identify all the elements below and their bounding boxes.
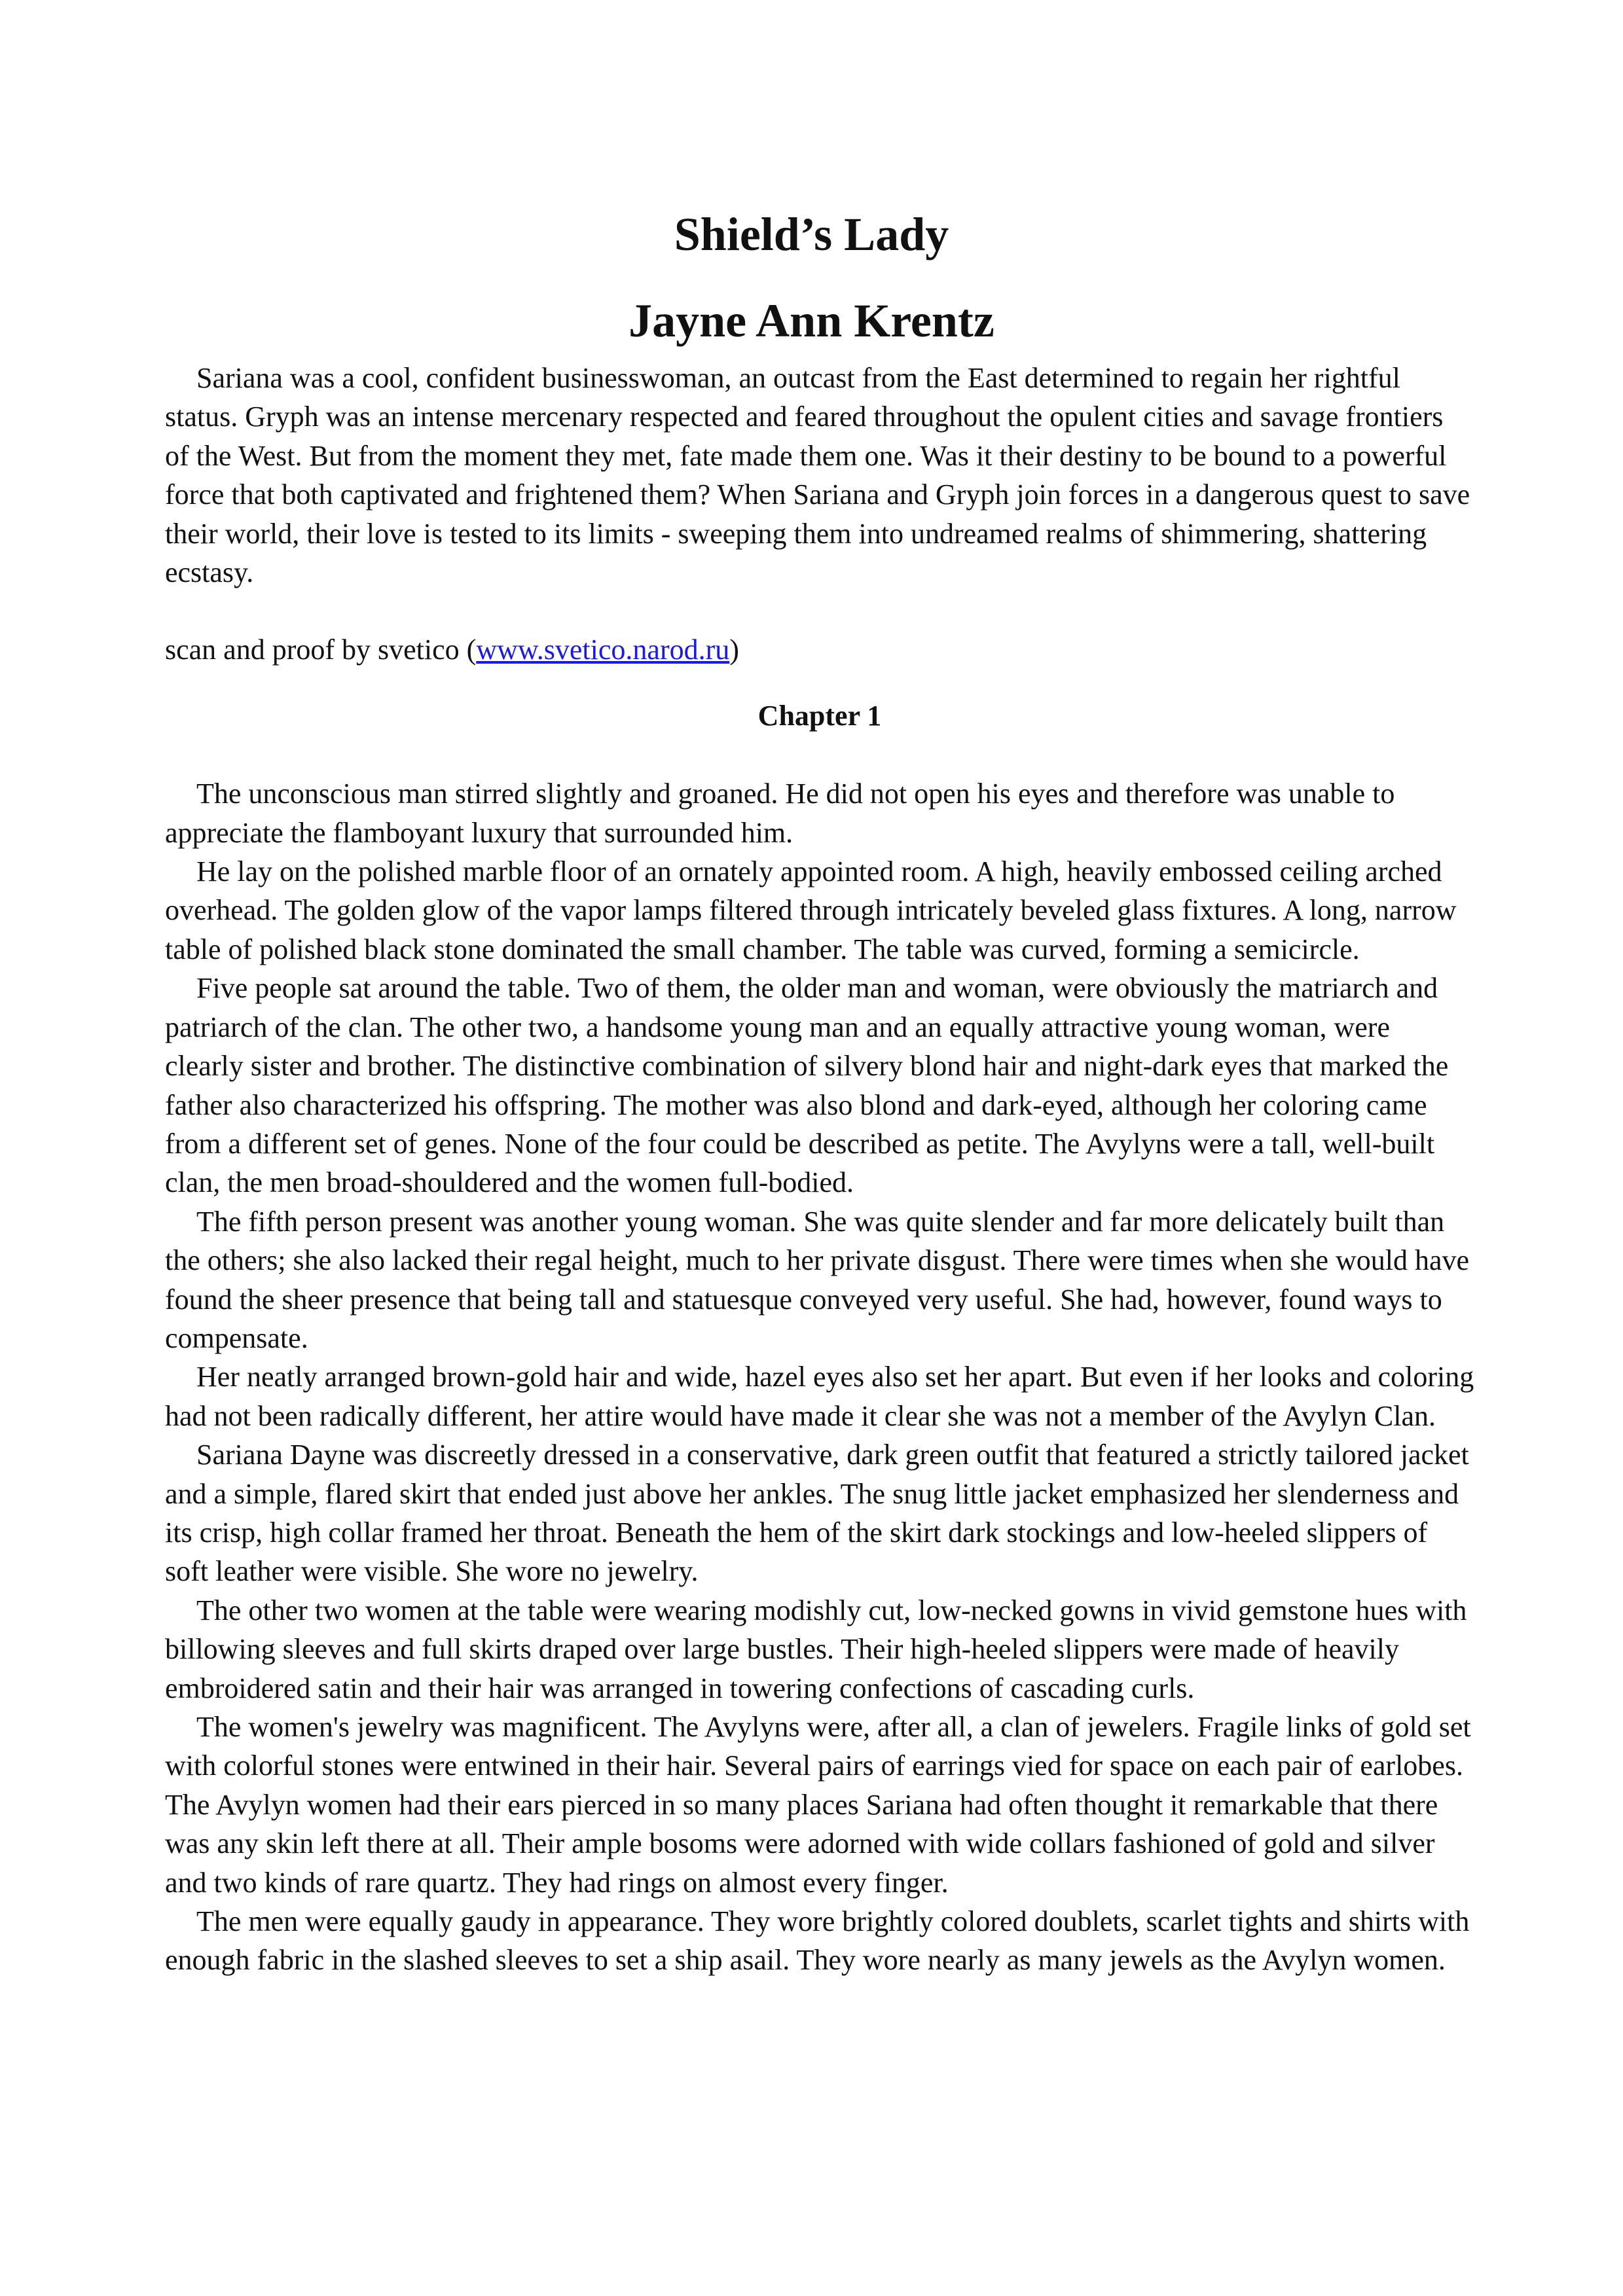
chapter-paragraph: Her neatly arranged brown-gold hair and wide, hazel eyes also set her apart. But even if her looks and coloring had not been radically different, her attire would have made it clear she was not a member of the Avylyn Clan. [165, 1361, 1474, 1432]
author-name: Jayne Ann Krentz [629, 295, 994, 347]
credit-prefix: scan and proof by svetico ( [165, 634, 477, 666]
credit-link[interactable]: www.svetico.narod.ru [476, 634, 730, 666]
credit-suffix: ) [729, 634, 739, 666]
scan-credit [165, 630, 1474, 669]
book-title: Shield’s Lady [674, 208, 949, 260]
chapter-body [165, 774, 1474, 1980]
chapter-paragraph: The women's jewelry was magnificent. The Avylyns were, after all, a clan of jewelers. Fragile links of gold set with colorful stones were entwined in their hair. Several pairs of earrings vied for space on each pair of earlobes. The Avylyn women had their ears pierced in so many places Sariana had often thought it remarkable that there was any skin left there at all. Their ample bosoms were adorned with wide collars fashioned of gold and silver and two kinds of rare quartz. They had rings on almost every finger. [165, 1711, 1471, 1899]
chapter-paragraph: He lay on the polished marble floor of an ornately appointed room. A high, heavily embossed ceiling arched overhead. The golden glow of the vapor lamps filtered through intricately beveled glass fixtures. A long, narrow table of polished black stone dominated the small chamber. The table was curved, forming a semicircle. [165, 855, 1457, 965]
page-content [165, 359, 1474, 1980]
chapter-paragraph: Sariana Dayne was discreetly dressed in a conservative, dark green outfit that featured a strictly tailored jacket and a simple, flared skirt that ended just above her ankles. The snug little jacket emphasized her slenderness and its crisp, high collar framed her throat. Beneath the hem of the skirt dark stockings and low-heeled slippers of soft leather were visible. She wore no jewelry. [165, 1439, 1469, 1588]
chapter-heading: Chapter 1 [757, 699, 882, 732]
chapter-paragraph: The men were equally gaudy in appearance. They wore brightly colored doublets, scarlet tights and shirts with enough fabric in the slashed sleeves to set a ship asail. They wore nearly as many jewels as the Avylyn women. [165, 1905, 1470, 1977]
book-summary: Sariana was a cool, confident businesswoman, an outcast from the East determined to regain her rightful status. Gryph was an intense mercenary respected and feared throughout the opulent cities and savage frontiers of the West. But from the moment they met, fate made them one. Was it their destiny to be bound to a powerful force that both captivated and frightened them? When Sariana and Gryph join forces in a dangerous quest to save their world, their love is tested to its limits - sweeping them into undreamed realms of shimmering, shattering ecstasy. [165, 362, 1470, 589]
chapter-paragraph: Five people sat around the table. Two of them, the older man and woman, were obviously the matriarch and patriarch of the clan. The other two, a handsome young man and an equally attractive young woman, were clearly sister and brother. The distinctive combination of silvery blond hair and night-dark eyes that marked the father also characterized his offspring. The mother was also blond and dark-eyed, although her coloring came from a different set of genes. None of the four could be described as petite. The Avylyns were a tall, well-built clan, the men broad-shouldered and the women full-bodied. [165, 972, 1449, 1199]
chapter-paragraph: The other two women at the table were wearing modishly cut, low-necked gowns in vivid gemstone hues with billowing sleeves and full skirts draped over large bustles. Their high-heeled slippers were made of heavily embroidered satin and their hair was arranged in towering confections of cascading curls. [165, 1594, 1467, 1704]
chapter-paragraph: The unconscious man stirred slightly and groaned. He did not open his eyes and therefore was unable to appreciate the flamboyant luxury that surrounded him. [165, 778, 1395, 849]
chapter-paragraph: The fifth person present was another young woman. She was quite slender and far more delicately built than the others; she also lacked their regal height, much to her private disgust. There were times when she would have found the sheer presence that being tall and statuesque conveyed very useful. She had, however, found ways to compensate. [165, 1205, 1470, 1354]
